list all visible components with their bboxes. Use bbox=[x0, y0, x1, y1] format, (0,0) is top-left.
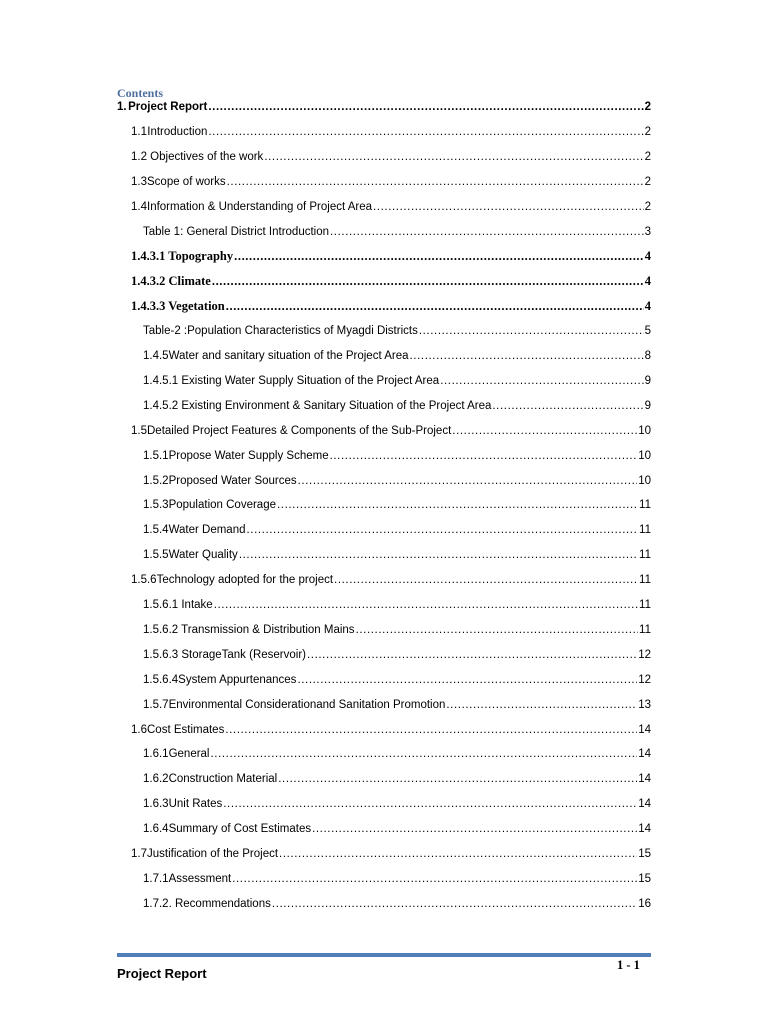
toc-dot-leader bbox=[334, 573, 638, 587]
toc-entry-number: 1.6.3 bbox=[143, 798, 169, 811]
toc-entry[interactable] bbox=[131, 247, 651, 263]
toc-entry-page: 2 bbox=[644, 101, 651, 113]
toc-entry-page: 11 bbox=[639, 623, 651, 636]
toc-dot-leader bbox=[373, 200, 644, 214]
toc-entry-number: 1.5.6 bbox=[131, 574, 157, 587]
toc-entry-title: 1.4.3.3 Vegetation bbox=[131, 299, 225, 314]
toc-entry-page: 11 bbox=[639, 574, 651, 587]
toc-entry[interactable] bbox=[143, 372, 651, 388]
toc-entry[interactable] bbox=[143, 521, 651, 537]
toc-entry-page: 4 bbox=[644, 299, 651, 314]
toc-entry-page: 14 bbox=[638, 723, 651, 736]
toc-entry[interactable] bbox=[131, 845, 651, 861]
toc-entry[interactable] bbox=[143, 347, 651, 363]
toc-dot-leader bbox=[307, 648, 637, 662]
toc-dot-leader bbox=[234, 249, 644, 263]
toc-entry-number: 1.5 bbox=[131, 424, 147, 437]
toc-entry-page: 3 bbox=[644, 225, 651, 238]
toc-dot-leader bbox=[211, 747, 638, 761]
toc-dot-leader bbox=[208, 100, 643, 114]
toc-entry[interactable] bbox=[131, 123, 651, 139]
toc-entry-number: 1. bbox=[117, 101, 127, 113]
toc-dot-leader bbox=[227, 175, 644, 189]
toc-entry-title: Water Quality bbox=[168, 549, 238, 562]
toc-entry-title: 1.4.3.1 Topography bbox=[131, 249, 234, 264]
toc-entry-number: 1.6.1 bbox=[143, 748, 169, 761]
toc-dot-leader bbox=[419, 324, 644, 338]
toc-entry[interactable] bbox=[143, 596, 651, 612]
toc-dot-leader bbox=[214, 598, 638, 612]
toc-entry-title: Summary of Cost Estimates bbox=[168, 823, 312, 836]
toc-entry-title: Justification of the Project bbox=[147, 848, 279, 860]
toc-entry-title: Detailed Project Features & Components of the Sub-Project bbox=[147, 424, 452, 437]
toc-dot-leader bbox=[225, 723, 637, 737]
toc-entry[interactable] bbox=[143, 870, 651, 886]
toc-entry-title: Assessment bbox=[168, 872, 232, 885]
toc-entry-page: 4 bbox=[644, 249, 651, 264]
toc-entry-page: 2 bbox=[644, 150, 651, 163]
toc-entry-title: 1.4.3.2 Climate bbox=[131, 274, 211, 289]
toc-entry[interactable] bbox=[143, 671, 651, 687]
toc-entry-page: 12 bbox=[638, 648, 651, 661]
toc-entry-number: 1.6.2 bbox=[143, 773, 169, 786]
toc-dot-leader bbox=[297, 673, 637, 687]
toc-dot-leader bbox=[446, 698, 637, 712]
toc-dot-leader bbox=[452, 424, 637, 438]
toc-entry-page: 11 bbox=[639, 599, 651, 611]
toc-entry[interactable] bbox=[143, 895, 651, 911]
toc-entry-number: 1.1 bbox=[131, 125, 147, 138]
toc-entry-title: Water and sanitary situation of the Project Area bbox=[168, 350, 409, 362]
toc-entry-page: 2 bbox=[644, 175, 651, 188]
toc-entry-page: 16 bbox=[638, 897, 651, 910]
toc-entry-page: 15 bbox=[638, 848, 651, 860]
toc-entry[interactable] bbox=[117, 98, 651, 114]
toc-entry-title: Introduction bbox=[147, 125, 208, 138]
toc-entry[interactable] bbox=[131, 173, 651, 189]
toc-entry[interactable] bbox=[131, 571, 651, 587]
toc-entry[interactable] bbox=[143, 397, 651, 413]
toc-dot-leader bbox=[440, 374, 643, 388]
toc-entry[interactable] bbox=[143, 696, 651, 712]
toc-entry-number: 1.4 bbox=[131, 200, 147, 213]
toc-heading: Contents bbox=[117, 86, 164, 100]
toc-entry[interactable] bbox=[143, 322, 651, 338]
toc-entry[interactable] bbox=[131, 422, 651, 438]
toc-dot-leader bbox=[212, 274, 644, 288]
toc-entry-page: 12 bbox=[638, 673, 651, 686]
toc-entry[interactable] bbox=[131, 272, 651, 288]
toc-dot-leader bbox=[246, 523, 638, 537]
toc-entry-title: 1.4.5.2 Existing Environment & Sanitary Situation of the Project Area bbox=[143, 399, 492, 412]
toc-dot-leader bbox=[312, 822, 637, 836]
toc-entry[interactable] bbox=[143, 447, 651, 463]
toc-dot-leader bbox=[330, 449, 638, 463]
toc-entry-title: 1.5.6.2 Transmission & Distribution Mains bbox=[143, 623, 355, 636]
toc-entry-title: Information & Understanding of Project Area bbox=[147, 200, 373, 213]
toc-entry-page: 11 bbox=[639, 524, 651, 537]
toc-entry-number: 1.3 bbox=[131, 175, 147, 188]
footer-rule bbox=[117, 953, 651, 957]
toc-entry-page: 14 bbox=[638, 748, 651, 761]
toc-entry-title: Population Coverage bbox=[168, 499, 276, 512]
toc-entry-number: 1.5.2 bbox=[143, 474, 169, 487]
toc-entry-page: 14 bbox=[638, 823, 651, 836]
toc-entry-page: 5 bbox=[644, 325, 651, 338]
toc-entry[interactable] bbox=[143, 472, 651, 488]
toc-entry-number: 1.5.7 bbox=[143, 698, 169, 711]
toc-entry-number: 1.4.5 bbox=[143, 350, 169, 362]
toc-dot-leader bbox=[272, 897, 637, 911]
toc-entry-title: Proposed Water Sources bbox=[168, 474, 297, 487]
toc-entry[interactable] bbox=[131, 721, 651, 737]
toc-entry-title: Scope of works bbox=[147, 175, 226, 188]
toc-dot-leader bbox=[279, 847, 637, 861]
toc-dot-leader bbox=[330, 225, 644, 239]
toc-entry-page: 13 bbox=[638, 698, 651, 711]
toc-entry-title: Cost Estimates bbox=[147, 723, 225, 736]
toc-entry-title: Project Report bbox=[128, 101, 208, 113]
toc-entry[interactable] bbox=[143, 621, 651, 637]
toc-dot-leader bbox=[264, 150, 643, 164]
toc-entry-page: 2 bbox=[644, 125, 651, 138]
toc-entry-title: Table 1: General District Introduction bbox=[143, 225, 330, 238]
toc-entry-number: 1.5.4 bbox=[143, 524, 169, 537]
toc-entry-page: 14 bbox=[638, 773, 651, 786]
toc-entry-title: 1.4.5.1 Existing Water Supply Situation of the Project Area bbox=[143, 374, 440, 387]
toc-entry-page: 2 bbox=[644, 200, 651, 213]
toc-entry-title: 1.5.6.3 StorageTank (Reservoir) bbox=[143, 648, 306, 661]
toc-entry[interactable] bbox=[143, 223, 651, 239]
toc-entry-number: 1.5.3 bbox=[143, 499, 169, 512]
toc-entry-number: 1.7.1 bbox=[143, 872, 169, 885]
toc-entry[interactable] bbox=[143, 646, 651, 662]
toc-entry-page: 8 bbox=[644, 350, 651, 362]
toc-entry[interactable] bbox=[131, 297, 651, 313]
toc-entry-title: Table-2 :Population Characteristics of Myagdi Districts bbox=[143, 325, 418, 338]
footer-page-number: 1 - 1 bbox=[617, 958, 640, 972]
toc-entry-page: 15 bbox=[638, 872, 651, 885]
toc-entry-title: Technology adopted for the project bbox=[156, 574, 334, 587]
footer-title: Project Report bbox=[117, 966, 207, 981]
toc-entry-page: 10 bbox=[638, 449, 651, 462]
toc-entry[interactable] bbox=[143, 795, 651, 811]
toc-dot-leader bbox=[223, 797, 637, 811]
toc-entry[interactable] bbox=[131, 198, 651, 214]
toc-dot-leader bbox=[239, 548, 638, 562]
toc-entry-title: Water Demand bbox=[168, 524, 246, 537]
toc-entry-number: 1.7 bbox=[131, 848, 147, 860]
toc-entry-page: 11 bbox=[639, 499, 651, 512]
toc-entry-page: 9 bbox=[644, 399, 651, 412]
toc-entry[interactable] bbox=[131, 148, 651, 164]
toc-dot-leader bbox=[492, 399, 643, 413]
toc-entry-number: 1.6 bbox=[131, 723, 147, 736]
toc-entry-title: 1.2 Objectives of the work bbox=[131, 150, 264, 163]
toc-entry-title: 1.7.2. Recommendations bbox=[143, 897, 271, 910]
toc-entry-page: 11 bbox=[639, 549, 651, 562]
toc-entry[interactable] bbox=[143, 496, 651, 512]
toc-dot-leader bbox=[410, 349, 644, 363]
toc-dot-leader bbox=[232, 872, 637, 886]
toc-dot-leader bbox=[298, 474, 638, 488]
toc-entry-number: 1.5.1 bbox=[143, 449, 169, 462]
toc-entry-page: 14 bbox=[638, 798, 651, 811]
toc-dot-leader bbox=[208, 125, 643, 139]
toc-dot-leader bbox=[278, 772, 637, 786]
toc-entry-title: Unit Rates bbox=[168, 798, 223, 811]
toc-dot-leader bbox=[226, 299, 644, 313]
toc-entry-page: 10 bbox=[638, 424, 651, 437]
toc-entry-page: 9 bbox=[644, 374, 651, 387]
toc-entry[interactable] bbox=[143, 546, 651, 562]
toc-entry-page: 10 bbox=[638, 474, 651, 487]
toc-entry-title: 1.5.6.1 Intake bbox=[143, 599, 213, 611]
toc-entry[interactable] bbox=[143, 770, 651, 786]
toc-entry-page: 4 bbox=[644, 274, 651, 289]
toc-entry-number: 1.6.4 bbox=[143, 823, 169, 836]
toc-entry[interactable] bbox=[143, 820, 651, 836]
toc-dot-leader bbox=[277, 498, 638, 512]
toc-entry-title: Propose Water Supply Scheme bbox=[168, 449, 329, 462]
toc-entry[interactable] bbox=[143, 745, 651, 761]
toc-entry-title: Construction Material bbox=[168, 773, 278, 786]
toc-entry-title: 1.5.6.4System Appurtenances bbox=[143, 673, 297, 686]
toc-entry-title: General bbox=[168, 748, 210, 761]
toc-entry-title: Environmental Considerationand Sanitation Promotion bbox=[168, 698, 446, 711]
toc-entry-number: 1.5.5 bbox=[143, 549, 169, 562]
toc-dot-leader bbox=[356, 623, 638, 637]
